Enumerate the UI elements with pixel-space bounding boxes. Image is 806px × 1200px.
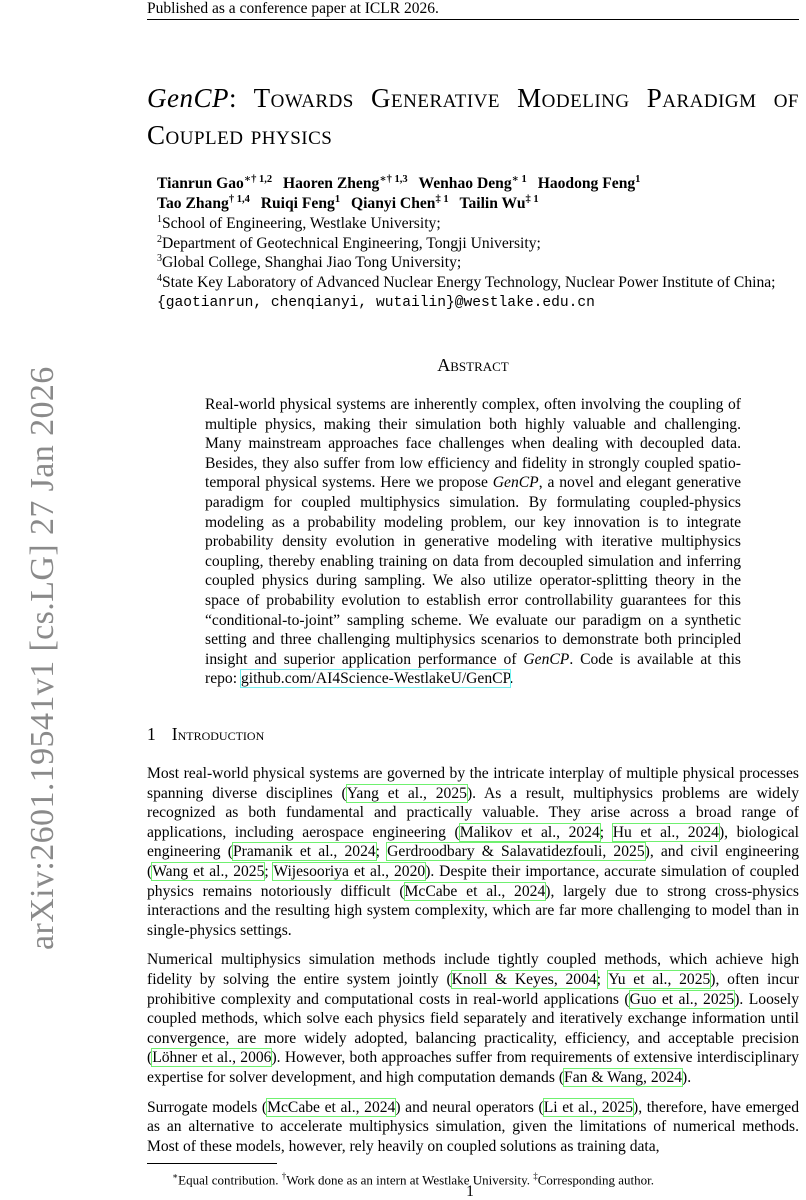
abstract-text: Real-world physical systems are inherently complex, often involving the coupling of multiple physics, making their simulation both highly valuable and challenging. Many mainstream approaches face challenges when dealing with decoupled data. Besides, they also suffer from low efficiency and fidelity in strongly coupled spatio-temporal physical systems. Here we propose GenCP, a novel and elegant generative paradigm for coupled multiphysics simulation. By formulating coupled-physics modeling as a probability modeling problem, our key innovation is to integrate probability density evolution in generative modeling with iterative multiphysics coupling, thereby enabling training on data from decoupled simulation and inferring coupled physics during sampling. We also utilize operator-splitting theory in the space of probability evolution to establish error controllability guarantees for this “conditional-to-joint” sampling scheme. We evaluate our paradigm on a synthetic setting and three challenging multiphysics scenarios to demonstrate both principled insight and superior application performance of GenCP. Code is available at this repo: github.com/AI4Science-WestlakeU/GenCP. xyxy=(205,396,741,688)
arxiv-identifier: arXiv:2601.19541v1 [cs.LG] 27 Jan 2026 xyxy=(24,366,61,950)
abstract-heading: Abstract xyxy=(437,355,509,375)
title-rest: : Towards Generative Modeling Paradigm of Coupled physics xyxy=(147,83,799,150)
footnote: ∗Equal contribution. †Work done as an intern at Westlake University. ‡Corresponding author. xyxy=(172,1171,655,1188)
citation[interactable]: Löhner et al., 2006 xyxy=(152,1049,272,1067)
running-header: Published as a conference paper at ICLR 2026. xyxy=(147,0,439,17)
citation[interactable]: Gerdroodbary & Salavatidezfouli, 2025 xyxy=(387,843,645,861)
author-block xyxy=(157,174,802,313)
citation[interactable]: Fan & Wang, 2024 xyxy=(564,1068,683,1086)
affiliation: $^1$School of Engineering, Westlake University; xyxy=(157,213,441,232)
citation[interactable]: Yang et al., 2025 xyxy=(346,784,467,802)
citation[interactable]: McCabe et al., 2024 xyxy=(267,1098,396,1116)
paper-title xyxy=(147,80,799,154)
header-rule xyxy=(147,19,799,20)
author: Wenhao Deng$^{∗ 1}$ xyxy=(418,173,527,192)
author: Tao Zhang$^{\dagger 1,4}$ xyxy=(157,193,250,212)
section-heading-introduction: 1 Introduction xyxy=(147,724,265,744)
author: Ruiqi Feng$^1$ xyxy=(260,193,341,212)
author: Qianyi Chen$^{\ddagger 1}$ xyxy=(350,193,449,212)
intro-paragraph: Numerical multiphysics simulation methods include tightly coupled methods, which achieve high fidelity by solving the entire system jointly (Knoll & Keyes, 2004; Yu et al., 2025), often incur prohibitive complexity and computational costs in real-world applications (Guo et al., 2025). Loosely coupled methods, which solve each physics field separately and iteratively exchange information until convergence, are more widely adopted, balancing practicality, efficiency, and acceptable precision (Löhner et al., 2006). However, both approaches suffer from requirements of extensive interdisciplinary expertise for solver development, and high computation demands (Fan & Wang, 2024). xyxy=(147,951,799,1086)
citation[interactable]: Wang et al., 2025 xyxy=(152,862,265,880)
page-number: 1 xyxy=(466,1183,474,1200)
footnote-rule xyxy=(147,1163,277,1164)
citation[interactable]: Knoll & Keyes, 2004 xyxy=(451,970,597,988)
citation[interactable]: Li et al., 2025 xyxy=(543,1098,633,1116)
citation[interactable]: Guo et al., 2025 xyxy=(629,990,735,1008)
contact-email[interactable]: {gaotianrun, chenqianyi, wutailin}@westlake.edu.cn xyxy=(157,295,595,311)
title-method-name: GenCP xyxy=(147,83,229,113)
author-line-2 xyxy=(157,194,802,214)
citation[interactable]: McCabe et al., 2024 xyxy=(404,882,546,900)
introduction-body xyxy=(147,764,799,1156)
author: Haoren Zheng$^{∗\dagger 1,3}$ xyxy=(282,173,408,192)
author: Tianrun Gao$^{∗\dagger 1,2}$ xyxy=(157,173,273,192)
repo-link[interactable]: github.com/AI4Science-WestlakeU/GenCP xyxy=(240,670,510,688)
citation[interactable]: Pramanik et al., 2024 xyxy=(232,843,376,861)
affiliation: $^3$Global College, Shanghai Jiao Tong University; xyxy=(157,252,462,271)
author: Haodong Feng$^1$ xyxy=(537,173,641,192)
affiliation: $^4$State Key Laboratory of Advanced Nuclear Energy Technology, Nuclear Power Institute of China; xyxy=(157,272,776,291)
citation[interactable]: Malikov et al., 2024 xyxy=(459,823,600,841)
author-line-1 xyxy=(157,174,802,194)
intro-paragraph: Most real-world physical systems are governed by the intricate interplay of multiple physical processes spanning diverse disciplines (Yang et al., 2025). As a result, multiphysics problems are widely recognized as both fundamental and practically valuable. They arise across a broad range of applications, including aerospace engineering (Malikov et al., 2024; Hu et al., 2024), biological engineering (Pramanik et al., 2024; Gerdroodbary & Salavatidezfouli, 2025), and civil engineering (Wang et al., 2025; Wijesooriya et al., 2020). Despite their importance, accurate simulation of coupled physics remains notoriously difficult (McCabe et al., 2024), largely due to strong cross-physics interactions and the resulting high system complexity, which are far more challenging to model than in single-physics settings. xyxy=(147,765,800,939)
author: Tailin Wu$^{\ddagger 1}$ xyxy=(459,193,539,212)
citation[interactable]: Hu et al., 2024 xyxy=(612,823,719,841)
citation[interactable]: Yu et al., 2025 xyxy=(608,970,711,988)
affiliation: $^2$Department of Geotechnical Engineering, Tongji University; xyxy=(157,233,541,252)
citation[interactable]: Wijesooriya et al., 2020 xyxy=(273,862,426,880)
intro-paragraph: Surrogate models (McCabe et al., 2024) and neural operators (Li et al., 2025), therefore, have emerged as an alternative to accelerate multiphysics simulation, given the limitations of numerical methods. Most of these models, however, rely heavily on coupled solutions as training data, xyxy=(147,1098,799,1155)
